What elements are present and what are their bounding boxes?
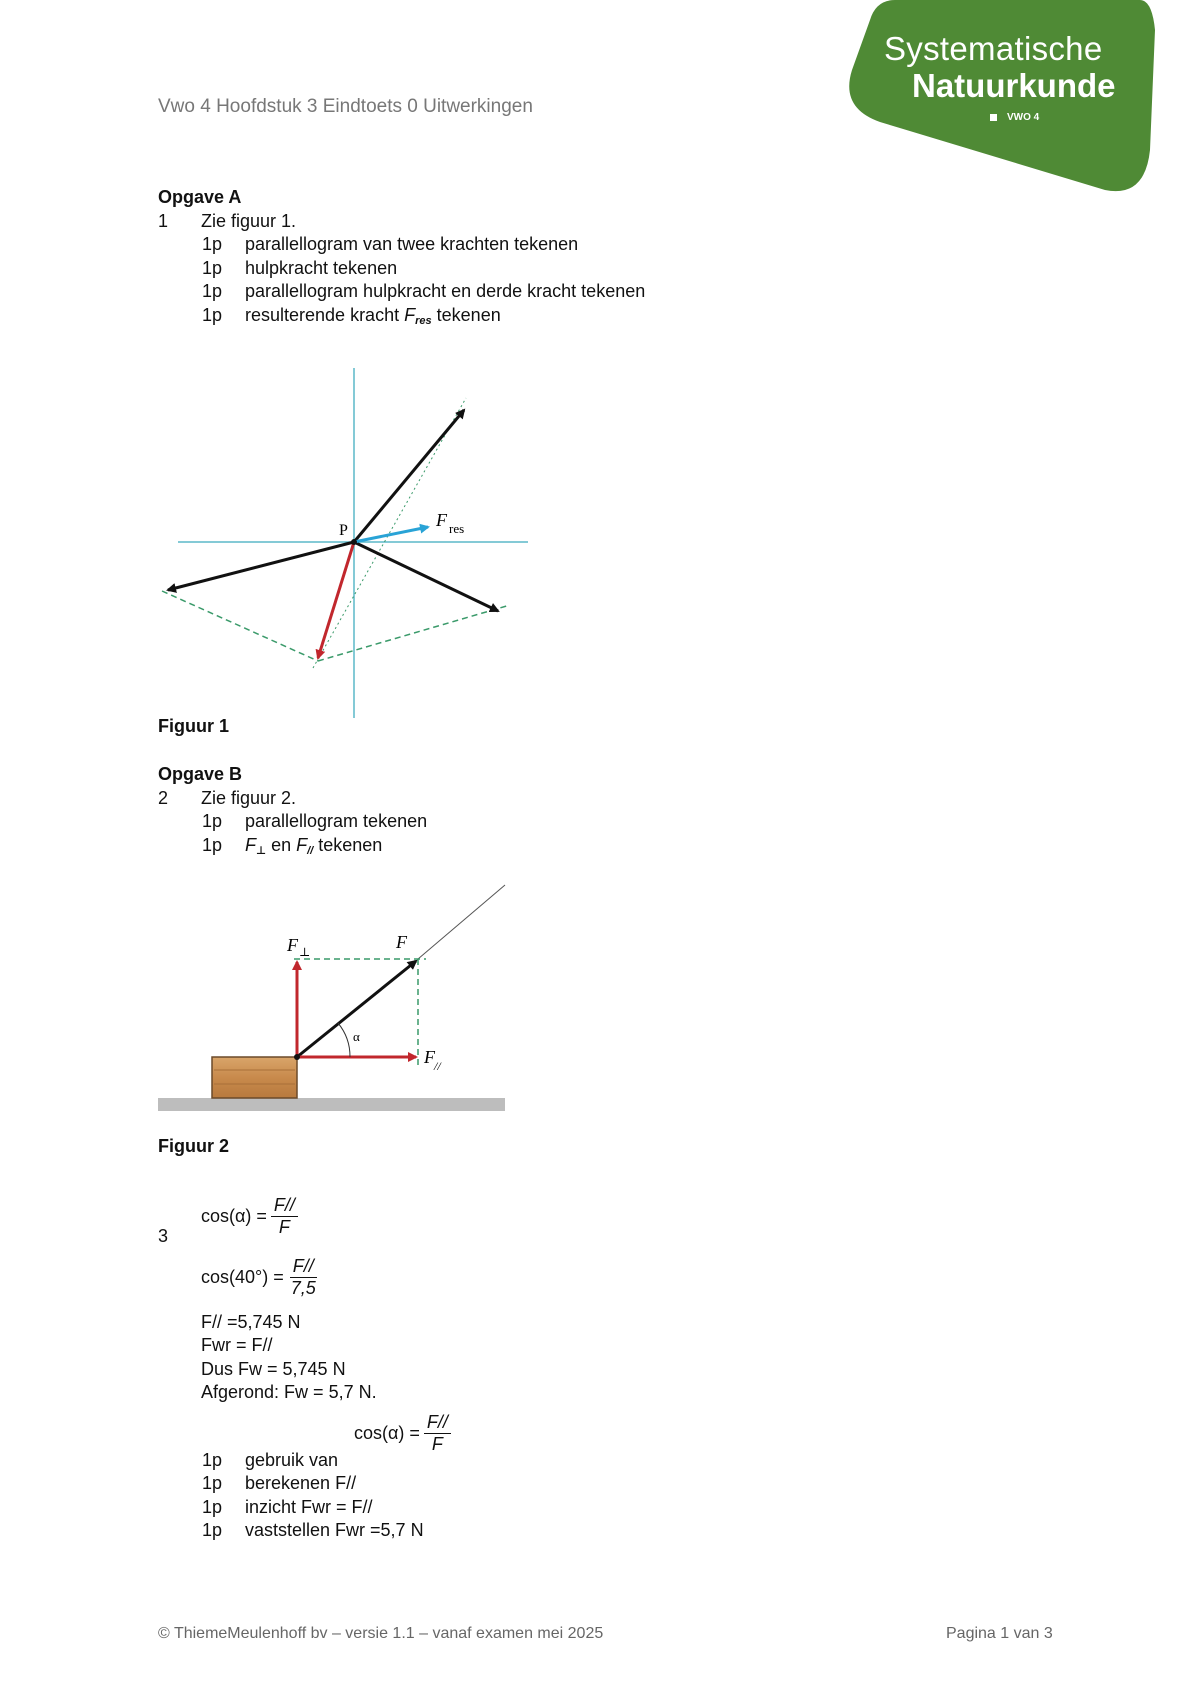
question-number: 1 xyxy=(158,210,169,231)
point-row xyxy=(158,1519,451,1543)
point-text: vaststellen Fwr =5,7 N xyxy=(245,1520,424,1540)
points-label: 1p xyxy=(202,1496,223,1517)
point-row xyxy=(158,1472,451,1496)
question-1 xyxy=(158,210,1098,234)
angle-arc xyxy=(338,1023,350,1057)
label-fperp: F xyxy=(287,935,298,955)
point-row xyxy=(158,257,1098,281)
point-p xyxy=(351,539,357,545)
point-text-after: tekenen xyxy=(436,304,501,325)
rounded-line: Afgerond: Fw = 5,7 N. xyxy=(201,1382,377,1402)
opgave-b xyxy=(158,763,427,863)
point-text: parallellogram hulpkracht en derde kracht tekenen xyxy=(245,281,646,301)
question-number: 2 xyxy=(158,787,169,808)
force-arrow-right xyxy=(354,542,498,611)
equation-left: cos(40°) = xyxy=(201,1266,284,1287)
label-fpar-sub: // xyxy=(434,1059,441,1073)
fraction-denominator: 7,5 xyxy=(290,1278,316,1298)
label-alpha: α xyxy=(353,1029,360,1044)
insight-line: Fwr = F// xyxy=(201,1335,273,1355)
equation-left: cos(α) = xyxy=(354,1422,420,1443)
label-fperp-sub: ⊥ xyxy=(299,945,311,959)
var-sub: res xyxy=(415,314,432,327)
points-label: 1p xyxy=(202,1473,223,1493)
point-text: parallellogram van twee krachten tekenen xyxy=(245,234,579,254)
point-row xyxy=(158,280,1098,304)
label-fres: F xyxy=(436,510,447,530)
dashed-line xyxy=(162,591,318,661)
point-text xyxy=(245,304,501,334)
equation-left: cos(α) = xyxy=(201,1206,267,1226)
point-text: gebruik van xyxy=(245,1449,339,1470)
fraction-numerator: F// xyxy=(290,1256,317,1278)
points-label: 1p xyxy=(202,834,223,855)
point-text: parallellogram tekenen xyxy=(245,811,428,831)
force-arrow-left xyxy=(168,542,354,590)
fraction xyxy=(288,1256,319,1299)
point-text xyxy=(245,834,382,864)
fraction-numerator: F// xyxy=(424,1412,451,1434)
label-fpar: F xyxy=(424,1047,435,1067)
opgave-b-heading: Opgave B xyxy=(158,764,243,784)
force-arrow-up xyxy=(354,410,464,542)
question-2 xyxy=(158,787,427,811)
figure-1 xyxy=(158,368,538,723)
point-row xyxy=(158,1449,451,1473)
point-row xyxy=(158,233,1098,257)
points-label: 1p xyxy=(202,281,223,301)
point-text: inzicht Fwr = F// xyxy=(245,1496,373,1517)
var-f: F xyxy=(404,304,416,325)
equation-2 xyxy=(158,1249,451,1307)
dotted-line xyxy=(313,398,466,668)
logo-line2: Natuurkunde xyxy=(912,67,1116,104)
points-label: 1p xyxy=(202,811,223,831)
var-sub: // xyxy=(307,844,314,857)
point-row xyxy=(158,834,427,864)
figure-2-diagram xyxy=(158,880,518,1120)
equation-1 xyxy=(201,1188,298,1246)
question-intro: Zie figuur 2. xyxy=(201,787,297,808)
opgave-a-heading: Opgave A xyxy=(158,187,242,207)
figure-2-caption: Figuur 2 xyxy=(158,1136,229,1156)
question-number: 3 xyxy=(158,1226,169,1246)
points-label: 1p xyxy=(202,304,223,325)
crate xyxy=(212,1057,297,1098)
figure-2 xyxy=(158,880,518,1125)
logo-line1: Systematische xyxy=(884,30,1103,67)
label-p: P xyxy=(339,522,348,539)
q3-eq1-row xyxy=(158,1185,451,1249)
var-f: F xyxy=(296,834,308,855)
conclusion-line: Dus Fw = 5,745 N xyxy=(201,1358,346,1379)
ground xyxy=(158,1098,505,1111)
point-text-after: tekenen xyxy=(318,834,383,855)
question-3 xyxy=(158,1185,451,1543)
point-text-mid: en xyxy=(271,834,292,855)
figure-1-caption: Figuur 1 xyxy=(158,716,229,736)
figure-1-diagram xyxy=(158,368,538,718)
dashed-line xyxy=(318,605,510,661)
point-row xyxy=(158,1496,451,1520)
label-fres-sub: res xyxy=(449,521,465,536)
square-icon xyxy=(990,114,997,121)
footer-copyright: © ThiemeMeulenhoff bv – versie 1.1 – vanaf examen mei 2025 xyxy=(158,1625,604,1642)
points-label: 1p xyxy=(202,1520,223,1540)
application-point xyxy=(294,1054,300,1060)
points-label: 1p xyxy=(202,234,223,254)
point-row xyxy=(158,304,1098,334)
helper-force-arrow xyxy=(318,542,354,658)
points-label: 1p xyxy=(202,257,223,278)
var-f: F xyxy=(245,834,256,855)
result-line: F// =5,745 N xyxy=(201,1311,301,1332)
footer-page-number: Pagina 1 van 3 xyxy=(946,1625,1053,1642)
point-row xyxy=(158,810,427,834)
point-text-before: resulterende kracht xyxy=(245,304,400,325)
points-label: 1p xyxy=(202,1449,223,1470)
page-header-title: Vwo 4 Hoofdstuk 3 Eindtoets 0 Uitwerkingen xyxy=(158,96,533,117)
publisher-logo xyxy=(840,0,1160,195)
fraction-denominator: F xyxy=(431,1434,443,1454)
logo-badge xyxy=(990,112,1039,123)
fraction xyxy=(424,1412,451,1455)
question-intro: Zie figuur 1. xyxy=(201,210,297,231)
label-f: F xyxy=(396,932,407,952)
rope xyxy=(418,885,505,959)
dotted-line xyxy=(388,398,466,408)
logo-badge-text: VWO 4 xyxy=(1007,112,1040,123)
fraction-denominator: F xyxy=(278,1217,290,1238)
opgave-a xyxy=(158,186,1098,333)
var-sub: ⊥ xyxy=(256,844,267,857)
fraction xyxy=(271,1195,298,1238)
fraction-numerator: F// xyxy=(271,1195,298,1217)
point-text: berekenen F// xyxy=(245,1473,357,1493)
point-text: hulpkracht tekenen xyxy=(245,257,398,278)
